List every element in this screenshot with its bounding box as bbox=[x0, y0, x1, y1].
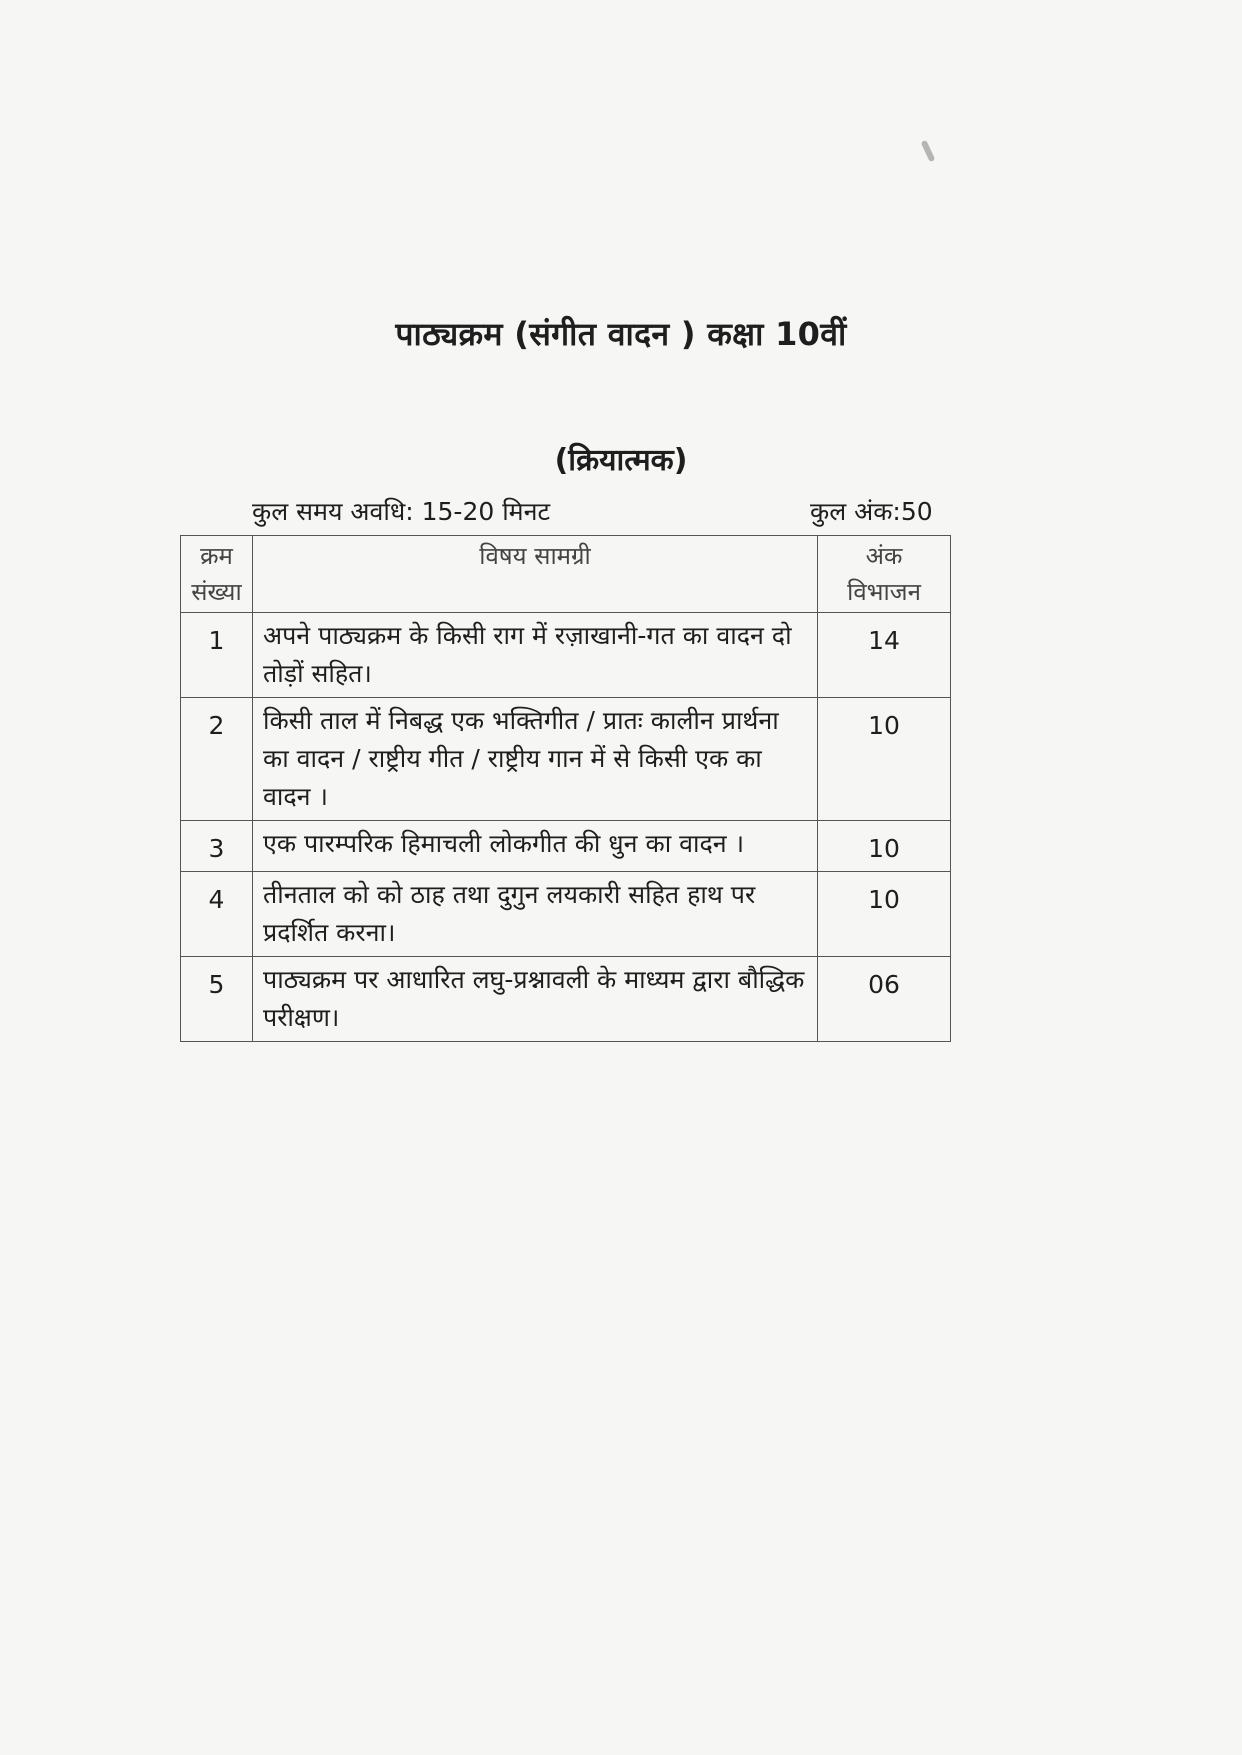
row-content: किसी ताल में निबद्ध एक भक्तिगीत / प्रातः कालीन प्रार्थना का वादन / राष्ट्रीय गीत / राष्ट्रीय गान में से किसी एक का वादन । bbox=[253, 698, 818, 821]
table-row bbox=[181, 698, 951, 821]
duration-text: कुल समय अवधि: 15-20 मिनट bbox=[252, 497, 551, 526]
header-marks-line2: विभाजन bbox=[847, 578, 921, 606]
row-serial: 5 bbox=[181, 957, 253, 1042]
row-serial: 4 bbox=[181, 872, 253, 957]
table-row bbox=[181, 957, 951, 1042]
header-marks-line1: अंक bbox=[865, 542, 903, 570]
row-content: एक पारम्परिक हिमाचली लोकगीत की धुन का वादन । bbox=[253, 821, 818, 872]
row-marks: 14 bbox=[818, 613, 951, 698]
table-row bbox=[181, 872, 951, 957]
row-serial: 2 bbox=[181, 698, 253, 821]
syllabus-table bbox=[180, 535, 951, 1042]
row-marks: 10 bbox=[818, 821, 951, 872]
total-marks-text: कुल अंक:50 bbox=[810, 497, 933, 526]
header-serial-line1: क्रम bbox=[200, 542, 233, 570]
row-marks: 06 bbox=[818, 957, 951, 1042]
header-marks bbox=[818, 536, 951, 613]
row-marks: 10 bbox=[818, 872, 951, 957]
table-row bbox=[181, 821, 951, 872]
table-row bbox=[181, 613, 951, 698]
page-title: पाठ्यक्रम (संगीत वादन ) कक्षा 10वीं bbox=[395, 315, 847, 353]
row-marks: 10 bbox=[818, 698, 951, 821]
row-serial: 1 bbox=[181, 613, 253, 698]
scan-speck bbox=[921, 140, 936, 162]
header-serial-line2: संख्या bbox=[191, 578, 242, 606]
table-header-row bbox=[181, 536, 951, 613]
row-content: पाठ्यक्रम पर आधारित लघु-प्रश्नावली के माध्यम द्वारा बौद्धिक परीक्षण। bbox=[253, 957, 818, 1042]
header-content: विषय सामग्री bbox=[253, 536, 818, 613]
header-serial bbox=[181, 536, 253, 613]
row-content: अपने पाठ्यक्रम के किसी राग में रज़ाखानी-गत का वादन दो तोड़ों सहित। bbox=[253, 613, 818, 698]
page-subtitle: (क्रियात्मक) bbox=[554, 443, 688, 478]
row-content: तीनताल को को ठाह तथा दुगुन लयकारी सहित हाथ पर प्रदर्शित करना। bbox=[253, 872, 818, 957]
row-serial: 3 bbox=[181, 821, 253, 872]
